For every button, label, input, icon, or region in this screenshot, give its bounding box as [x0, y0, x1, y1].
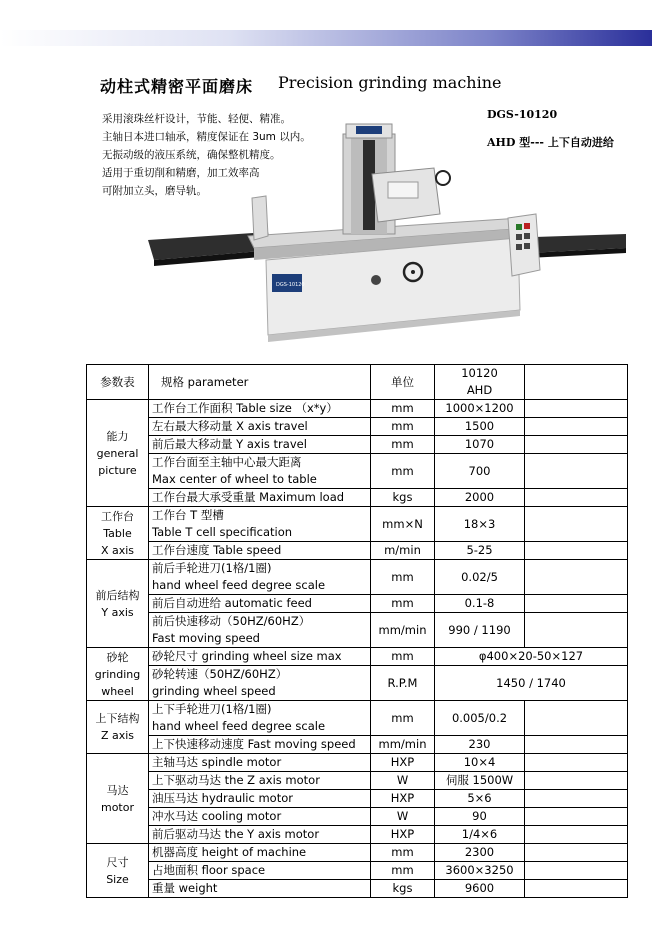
- param-cell: [149, 736, 371, 754]
- value-cell: 9600: [435, 880, 525, 898]
- table-row: [87, 613, 628, 648]
- extra-cell: [525, 790, 628, 808]
- table-row: [87, 790, 628, 808]
- param-cell: [149, 613, 371, 648]
- model-code: DGS-10120: [487, 108, 558, 121]
- unit-cell: mm: [371, 701, 435, 736]
- group-label: [87, 507, 149, 560]
- value-cell: 0.005/0.2: [435, 701, 525, 736]
- param-cell: [149, 542, 371, 560]
- table-row: [87, 880, 628, 898]
- group-label: [87, 701, 149, 754]
- extra-cell: [525, 754, 628, 772]
- extra-cell: [525, 560, 628, 595]
- param-cell: [149, 754, 371, 772]
- extra-cell: [525, 436, 628, 454]
- table-row: [87, 560, 628, 595]
- group-label-line: Y axis: [101, 605, 134, 619]
- param-cell: [149, 808, 371, 826]
- unit-cell: HXP: [371, 754, 435, 772]
- group-label-line: 工作台: [101, 509, 134, 523]
- spec-table: [86, 364, 628, 898]
- group-label-line: X axis: [100, 543, 135, 557]
- group-label-line: 砂轮: [106, 650, 129, 664]
- value-cell: 1070: [435, 436, 525, 454]
- table-row: [87, 454, 628, 489]
- param-line: 左右最大移动量 X axis travel: [152, 419, 308, 433]
- group-label-line: picture: [98, 463, 137, 477]
- param-line: 上下手轮进刀(1格/1圈): [152, 702, 272, 716]
- param-cell: [149, 560, 371, 595]
- extra-cell: [525, 613, 628, 648]
- value-cell: φ400×20-50×127: [435, 648, 628, 666]
- unit-cell: mm: [371, 648, 435, 666]
- param-cell: [149, 418, 371, 436]
- unit-cell: m/min: [371, 542, 435, 560]
- feature-item: 采用滚珠丝杆设计，节能、轻便、精准。: [102, 113, 291, 125]
- unit-cell: mm: [371, 454, 435, 489]
- value-cell: 5-25: [435, 542, 525, 560]
- group-label: [87, 560, 149, 648]
- param-line: grinding wheel speed: [152, 684, 276, 698]
- param-cell: [149, 595, 371, 613]
- page-title-en: Precision grinding machine: [278, 73, 502, 92]
- extra-cell: [525, 400, 628, 418]
- table-row: [87, 418, 628, 436]
- group-label-line: grinding: [94, 667, 141, 681]
- knob-icon: [371, 275, 381, 285]
- extra-cell: [525, 418, 628, 436]
- param-cell: [149, 489, 371, 507]
- table-row: [87, 701, 628, 736]
- unit-cell: mm: [371, 400, 435, 418]
- group-label: [87, 648, 149, 701]
- param-cell: [149, 666, 371, 701]
- param-line: 前后手轮进刀(1格/1圈): [152, 561, 272, 575]
- unit-cell: mm: [371, 844, 435, 862]
- table-row: [87, 595, 628, 613]
- value-cell: 230: [435, 736, 525, 754]
- table-row: [87, 400, 628, 418]
- value-cell: 1000×1200: [435, 400, 525, 418]
- param-line: 工作台面至主轴中心最大距离: [152, 455, 302, 469]
- control-box: [508, 214, 540, 276]
- param-line: 油压马达 hydraulic motor: [152, 791, 293, 805]
- param-cell: [149, 436, 371, 454]
- grinding-head: [372, 168, 450, 222]
- header-value: [435, 365, 525, 400]
- feature-item: 主轴日本进口轴承，精度保证在 3um 以内。: [102, 131, 311, 143]
- group-label-line: 上下结构: [95, 712, 140, 725]
- extra-cell: [525, 862, 628, 880]
- param-line: 工作台速度 Table speed: [152, 543, 282, 557]
- table-row: [87, 507, 628, 542]
- param-line: 工作台最大承受重量 Maximum load: [152, 490, 345, 504]
- unit-cell: mm: [371, 595, 435, 613]
- table-row: [87, 844, 628, 862]
- value-cell: 990 / 1190: [435, 613, 525, 648]
- feature-item: 无振动级的液压系统，确保整机精度。: [102, 149, 281, 161]
- unit-cell: mm: [371, 862, 435, 880]
- param-line: 占地面积 floor space: [152, 863, 266, 877]
- unit-cell: mm×N: [371, 507, 435, 542]
- unit-cell: mm: [371, 418, 435, 436]
- group-label-line: wheel: [101, 684, 134, 698]
- model-type: AHD 型--- 上下自动进给: [487, 136, 614, 149]
- param-line: 冲水马达 cooling motor: [152, 809, 282, 823]
- table-row: [87, 648, 628, 666]
- group-label-line: Size: [106, 872, 129, 886]
- group-label: [87, 400, 149, 507]
- table-row: [87, 772, 628, 790]
- extra-cell: [525, 844, 628, 862]
- table-row: [87, 542, 628, 560]
- value-cell: 5×6: [435, 790, 525, 808]
- value-cell: 伺服 1500W: [435, 772, 525, 790]
- table-row: [87, 754, 628, 772]
- page-title-cn: 动柱式精密平面磨床: [100, 77, 254, 96]
- header-unit: 单位: [371, 365, 435, 400]
- extra-cell: [525, 701, 628, 736]
- group-label-line: Table: [103, 526, 132, 540]
- value-cell: 2000: [435, 489, 525, 507]
- param-cell: [149, 648, 371, 666]
- extra-cell: [525, 772, 628, 790]
- param-cell: [149, 790, 371, 808]
- param-line: 上下快速移动速度 Fast moving speed: [152, 737, 356, 751]
- extra-cell: [525, 489, 628, 507]
- table-row: [87, 826, 628, 844]
- extra-cell: [525, 595, 628, 613]
- group-label-line: motor: [100, 800, 134, 814]
- param-cell: [149, 507, 371, 542]
- group-label-line: 尺寸: [106, 855, 129, 869]
- group-label-line: 马达: [106, 783, 129, 797]
- header-extra: [525, 365, 628, 400]
- value-cell: 2300: [435, 844, 525, 862]
- table-row: [87, 736, 628, 754]
- table-header-row: [87, 365, 628, 400]
- param-line: 上下驱动马达 the Z axis motor: [152, 773, 320, 787]
- unit-cell: mm/min: [371, 613, 435, 648]
- param-line: 重量 weight: [152, 881, 218, 895]
- param-line: Fast moving speed: [152, 631, 260, 645]
- param-line: hand wheel feed degree scale: [152, 578, 326, 592]
- group-label: [87, 844, 149, 898]
- value-cell: 10×4: [435, 754, 525, 772]
- header-value-bottom: AHD: [466, 383, 493, 397]
- unit-cell: mm/min: [371, 736, 435, 754]
- value-cell: 1450 / 1740: [435, 666, 628, 701]
- param-cell: [149, 844, 371, 862]
- value-cell: 0.02/5: [435, 560, 525, 595]
- param-line: 主轴马达 spindle motor: [152, 755, 282, 769]
- unit-cell: W: [371, 808, 435, 826]
- extra-cell: [525, 736, 628, 754]
- unit-cell: kgs: [371, 880, 435, 898]
- value-cell: 18×3: [435, 507, 525, 542]
- extra-cell: [525, 808, 628, 826]
- param-line: Table T cell specification: [152, 525, 293, 539]
- extra-cell: [525, 542, 628, 560]
- value-cell: 1/4×6: [435, 826, 525, 844]
- param-line: hand wheel feed degree scale: [152, 719, 326, 733]
- header-value-top: 10120: [461, 366, 498, 380]
- param-line: Max center of wheel to table: [152, 472, 317, 486]
- extra-cell: [525, 454, 628, 489]
- unit-cell: mm: [371, 560, 435, 595]
- group-label-line: 能力: [106, 429, 129, 443]
- table-row: [87, 666, 628, 701]
- param-cell: [149, 826, 371, 844]
- extra-cell: [525, 880, 628, 898]
- extra-cell: [525, 507, 628, 542]
- plate-text: DGS-10120: [276, 282, 305, 288]
- feature-item: 可附加立头，磨导轨。: [102, 185, 207, 197]
- group-label: [87, 754, 149, 844]
- param-line: 工作台 T 型槽: [152, 508, 224, 522]
- param-line: 工作台工作面积 Table size （x*y）: [152, 401, 338, 415]
- unit-cell: HXP: [371, 826, 435, 844]
- unit-cell: mm: [371, 436, 435, 454]
- param-cell: [149, 701, 371, 736]
- param-line: 前后驱动马达 the Y axis motor: [152, 827, 320, 841]
- header-group: 参数表: [87, 365, 149, 400]
- group-label-line: general: [96, 446, 139, 460]
- header-param: 规格 parameter: [149, 365, 371, 400]
- param-line: 砂轮尺寸 grinding wheel size max: [152, 649, 342, 663]
- table-row: [87, 862, 628, 880]
- extra-cell: [525, 826, 628, 844]
- table-row: [87, 436, 628, 454]
- param-line: 前后快速移动（50HZ/60HZ）: [152, 614, 311, 628]
- value-cell: 1500: [435, 418, 525, 436]
- group-label-line: Z axis: [100, 729, 135, 742]
- unit-cell: kgs: [371, 489, 435, 507]
- unit-cell: W: [371, 772, 435, 790]
- param-line: 前后最大移动量 Y axis travel: [152, 437, 307, 451]
- param-cell: [149, 772, 371, 790]
- unit-cell: R.P.M: [371, 666, 435, 701]
- param-cell: [149, 880, 371, 898]
- param-line: 机器高度 height of machine: [152, 845, 307, 859]
- handwheel-icon: [436, 171, 450, 185]
- value-cell: 3600×3250: [435, 862, 525, 880]
- param-cell: [149, 400, 371, 418]
- param-line: 砂轮转速（50HZ/60HZ）: [152, 667, 288, 681]
- param-cell: [149, 454, 371, 489]
- value-cell: 0.1-8: [435, 595, 525, 613]
- feature-item: 适用于重切削和精磨，加工效率高: [102, 167, 260, 179]
- table-row: [87, 808, 628, 826]
- table-row: [87, 489, 628, 507]
- param-line: 前后自动进给 automatic feed: [152, 596, 312, 610]
- group-label-line: 前后结构: [95, 588, 140, 602]
- machine-illustration: [148, 110, 628, 350]
- value-cell: 90: [435, 808, 525, 826]
- unit-cell: HXP: [371, 790, 435, 808]
- value-cell: 700: [435, 454, 525, 489]
- param-cell: [149, 862, 371, 880]
- header-gradient-bar: [0, 30, 652, 46]
